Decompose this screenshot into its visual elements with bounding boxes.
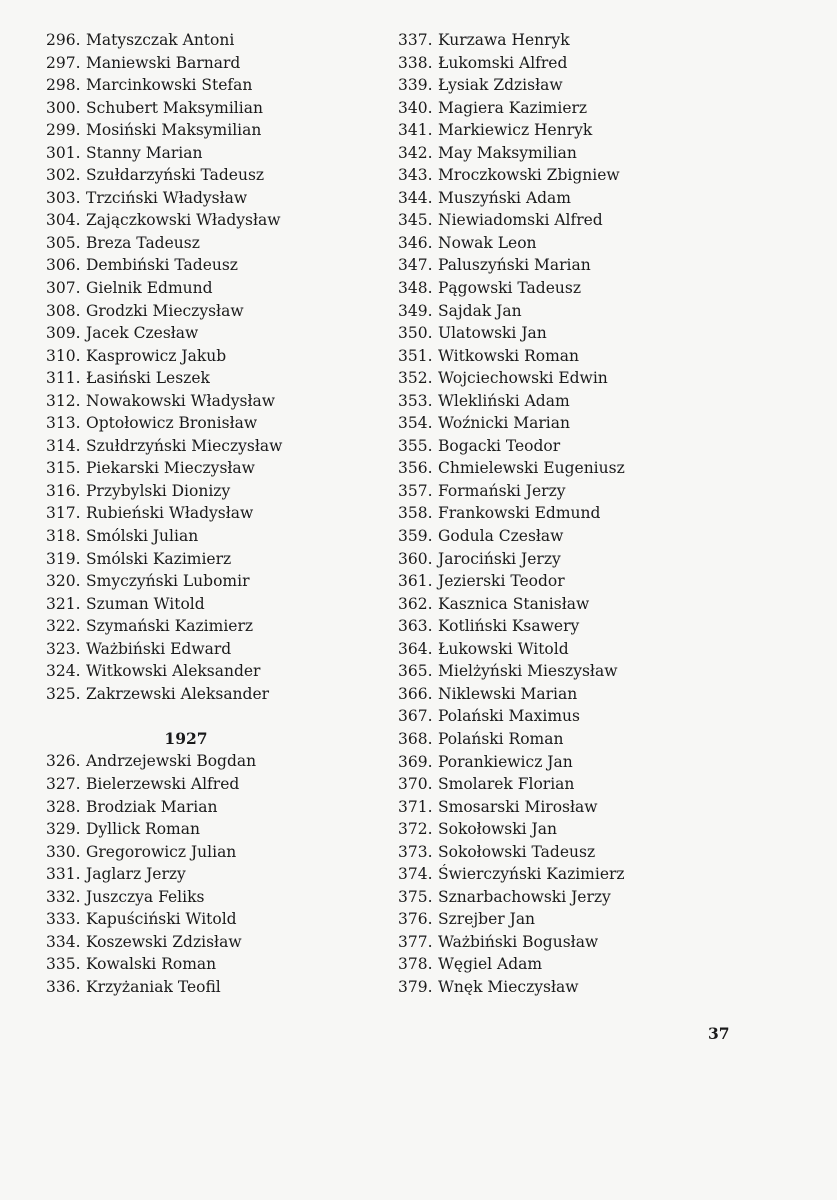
entry-number: 344.	[398, 188, 433, 207]
entry-number: 365.	[398, 662, 433, 681]
list-entry	[46, 164, 366, 187]
entry-name: Paluszyński Marian	[438, 256, 591, 275]
list-entry	[46, 390, 366, 413]
list-entry	[398, 796, 728, 819]
list-entry	[46, 570, 366, 593]
list-entry	[46, 345, 366, 368]
entry-number: 314.	[46, 436, 81, 455]
entry-number: 364.	[398, 639, 433, 658]
entry-number: 378.	[398, 955, 433, 974]
list-entry	[46, 548, 366, 571]
entry-number: 370.	[398, 775, 433, 794]
entry-name: Breza Tadeusz	[86, 233, 200, 252]
list-entry	[398, 277, 728, 300]
entry-number: 379.	[398, 977, 433, 996]
entry-name: Juszczya Feliks	[86, 887, 205, 906]
entry-number: 324.	[46, 662, 81, 681]
list-entry	[46, 638, 366, 661]
list-entry	[398, 931, 728, 954]
entry-number: 363.	[398, 617, 433, 636]
entry-number: 316.	[46, 481, 81, 500]
entry-number: 348.	[398, 279, 433, 298]
list-entry	[46, 480, 366, 503]
list-entry	[398, 435, 728, 458]
entry-name: Jaglarz Jerzy	[86, 865, 186, 884]
entry-number: 343.	[398, 166, 433, 185]
list-entry	[46, 322, 366, 345]
entry-name: Gielnik Edmund	[86, 279, 213, 298]
entry-number: 299.	[46, 121, 81, 140]
list-entry	[398, 390, 728, 413]
entry-name: Grodzki Mieczysław	[86, 301, 244, 320]
entry-list-1927	[46, 750, 366, 998]
entry-name: Krzyżaniak Teofil	[86, 977, 221, 996]
entry-number: 305.	[46, 233, 81, 252]
entry-name: Piekarski Mieczysław	[86, 459, 255, 478]
entry-number: 303.	[46, 188, 81, 207]
list-entry	[46, 908, 366, 931]
entry-number: 320.	[46, 572, 81, 591]
entry-number: 357.	[398, 481, 433, 500]
list-entry	[46, 187, 366, 210]
entry-number: 362.	[398, 594, 433, 613]
list-entry	[46, 796, 366, 819]
list-entry	[398, 29, 728, 52]
entry-number: 297.	[46, 53, 81, 72]
entry-number: 302.	[46, 166, 81, 185]
list-entry	[46, 660, 366, 683]
entry-number: 349.	[398, 301, 433, 320]
entry-name: Węgiel Adam	[438, 955, 543, 974]
entry-name: Sznarbachowski Jerzy	[438, 887, 611, 906]
entry-number: 375.	[398, 887, 433, 906]
list-entry	[46, 502, 366, 525]
entry-number: 356.	[398, 459, 433, 478]
list-entry	[46, 367, 366, 390]
entry-name: Polański Maximus	[438, 707, 580, 726]
entry-name: Rubieński Władysław	[86, 504, 254, 523]
list-entry	[46, 593, 366, 616]
list-entry	[398, 52, 728, 75]
entry-name: Stanny Marian	[86, 143, 203, 162]
list-entry	[398, 322, 728, 345]
entry-name: Szułdarzyński Tadeusz	[86, 166, 265, 185]
entry-number: 358.	[398, 504, 433, 523]
list-entry	[46, 953, 366, 976]
entry-name: Łukowski Witold	[438, 639, 569, 658]
entry-name: Ulatowski Jan	[438, 324, 547, 343]
entry-number: 307.	[46, 279, 81, 298]
entry-list-pre-1927	[46, 29, 366, 705]
list-entry	[46, 209, 366, 232]
entry-name: Sokołowski Tadeusz	[438, 842, 596, 861]
entry-name: Schubert Maksymilian	[86, 98, 263, 117]
list-entry	[46, 300, 366, 323]
entry-number: 368.	[398, 729, 433, 748]
entry-number: 339.	[398, 76, 433, 95]
list-entry	[398, 457, 728, 480]
list-entry	[398, 570, 728, 593]
entry-number: 351.	[398, 346, 433, 365]
list-entry	[398, 480, 728, 503]
entry-name: Chmielewski Eugeniusz	[438, 459, 625, 478]
entry-name: Wojciechowski Edwin	[438, 369, 608, 388]
list-entry	[46, 97, 366, 120]
entry-number: 333.	[46, 910, 81, 929]
list-entry	[46, 277, 366, 300]
list-entry	[398, 863, 728, 886]
entry-name: Polański Roman	[438, 729, 564, 748]
entry-number: 298.	[46, 76, 81, 95]
entry-name: Andrzejewski Bogdan	[86, 752, 257, 771]
entry-number: 301.	[46, 143, 81, 162]
entry-name: Sokołowski Jan	[438, 820, 557, 839]
entry-name: Niewiadomski Alfred	[438, 211, 603, 230]
entry-number: 318.	[46, 527, 81, 546]
entry-number: 308.	[46, 301, 81, 320]
entry-name: Witkowski Aleksander	[86, 662, 261, 681]
entry-name: Kotliński Ksawery	[438, 617, 580, 636]
entry-name: Ważbiński Edward	[86, 639, 232, 658]
list-entry	[46, 435, 366, 458]
entry-name: Optołowicz Bronisław	[86, 414, 258, 433]
list-entry	[398, 209, 728, 232]
list-entry	[46, 886, 366, 909]
entry-name: Jacek Czesław	[86, 324, 199, 343]
entry-name: Jarociński Jerzy	[438, 549, 561, 568]
entry-name: Smólski Kazimierz	[86, 549, 232, 568]
entry-number: 319.	[46, 549, 81, 568]
list-entry	[398, 525, 728, 548]
entry-name: Dyllick Roman	[86, 820, 200, 839]
list-entry	[398, 187, 728, 210]
list-entry	[398, 367, 728, 390]
entry-number: 323.	[46, 639, 81, 658]
list-entry	[46, 412, 366, 435]
list-entry	[398, 593, 728, 616]
entry-name: Mroczkowski Zbigniew	[438, 166, 620, 185]
list-entry	[46, 750, 366, 773]
entry-name: Szuman Witold	[86, 594, 205, 613]
entry-name: Smólski Julian	[86, 527, 199, 546]
entry-number: 340.	[398, 98, 433, 117]
entry-name: Muszyński Adam	[438, 188, 571, 207]
list-entry	[398, 660, 728, 683]
entry-number: 366.	[398, 684, 433, 703]
entry-name: Matyszczak Antoni	[86, 31, 235, 49]
entry-name: Przybylski Dionizy	[86, 481, 231, 500]
list-entry	[398, 232, 728, 255]
list-entry	[46, 615, 366, 638]
list-entry	[398, 119, 728, 142]
entry-number: 332.	[46, 887, 81, 906]
list-entry	[398, 751, 728, 774]
entry-name: Woźnicki Marian	[438, 414, 570, 433]
entry-name: Zakrzewski Aleksander	[86, 684, 270, 703]
entry-number: 374.	[398, 865, 433, 884]
left-column	[46, 29, 366, 998]
entry-name: Wlekliński Adam	[438, 391, 570, 410]
list-entry	[398, 615, 728, 638]
list-entry	[398, 254, 728, 277]
entry-name: Kasprowicz Jakub	[86, 346, 227, 365]
right-column	[398, 29, 728, 999]
entry-name: Maniewski Barnard	[86, 53, 241, 72]
list-entry	[398, 841, 728, 864]
entry-name: Marcinkowski Stefan	[86, 76, 253, 95]
entry-number: 322.	[46, 617, 81, 636]
entry-number: 309.	[46, 324, 81, 343]
entry-name: Markiewicz Henryk	[438, 121, 593, 140]
entry-name: Kapuściński Witold	[86, 910, 237, 929]
list-entry	[398, 142, 728, 165]
list-entry	[398, 412, 728, 435]
entry-number: 313.	[46, 414, 81, 433]
entry-name: Niklewski Marian	[438, 684, 578, 703]
entry-name: Magiera Kazimierz	[438, 98, 588, 117]
list-entry	[46, 931, 366, 954]
entry-name: Pągowski Tadeusz	[438, 279, 581, 298]
entry-number: 369.	[398, 752, 433, 771]
entry-number: 337.	[398, 31, 433, 49]
entry-number: 342.	[398, 143, 433, 162]
list-entry	[398, 773, 728, 796]
entry-name: Bogacki Teodor	[438, 436, 561, 455]
entry-name: Gregorowicz Julian	[86, 842, 237, 861]
list-entry	[46, 29, 366, 52]
entry-name: Szymański Kazimierz	[86, 617, 254, 636]
entry-number: 367.	[398, 707, 433, 726]
entry-number: 345.	[398, 211, 433, 230]
list-entry	[46, 254, 366, 277]
entry-name: Kurzawa Henryk	[438, 31, 570, 49]
entry-number: 346.	[398, 233, 433, 252]
entry-number: 330.	[46, 842, 81, 861]
list-entry	[398, 164, 728, 187]
entry-name: Szułdrzyński Mieczysław	[86, 436, 283, 455]
entry-name: Łukomski Alfred	[438, 53, 568, 72]
entry-name: Porankiewicz Jan	[438, 752, 573, 771]
list-entry	[398, 705, 728, 728]
entry-name: Smolarek Florian	[438, 775, 575, 794]
list-entry	[46, 683, 366, 706]
entry-number: 310.	[46, 346, 81, 365]
entry-name: May Maksymilian	[438, 143, 577, 162]
entry-name: Ważbiński Bogusław	[438, 932, 599, 951]
entry-name: Trzciński Władysław	[86, 188, 248, 207]
entry-name: Bielerzewski Alfred	[86, 775, 240, 793]
entry-name: Witkowski Roman	[438, 346, 579, 365]
list-entry	[398, 300, 728, 323]
list-entry	[46, 232, 366, 255]
entry-number: 312.	[46, 391, 81, 410]
entry-number: 306.	[46, 256, 81, 275]
entry-name: Smyczyński Lubomir	[86, 572, 250, 591]
entry-number: 336.	[46, 977, 81, 996]
list-entry	[46, 52, 366, 75]
entry-name: Brodziak Marian	[86, 797, 218, 816]
list-entry	[46, 863, 366, 886]
list-entry	[46, 976, 366, 999]
entry-name: Świerczyński Kazimierz	[438, 865, 625, 884]
list-entry	[46, 457, 366, 480]
list-entry	[46, 818, 366, 841]
entry-number: 361.	[398, 572, 433, 591]
entry-number: 335.	[46, 955, 81, 974]
list-entry	[46, 773, 366, 796]
list-entry	[46, 74, 366, 97]
entry-name: Wnęk Mieczysław	[438, 977, 579, 996]
list-entry	[398, 818, 728, 841]
entry-name: Nowak Leon	[438, 233, 537, 252]
entry-number: 329.	[46, 820, 81, 839]
entry-number: 325.	[46, 684, 81, 703]
entry-number: 315.	[46, 459, 81, 478]
entry-name: Smosarski Mirosław	[438, 797, 598, 816]
entry-number: 334.	[46, 932, 81, 951]
entry-name: Szrejber Jan	[438, 910, 536, 929]
year-heading: 1927	[164, 728, 208, 748]
entry-number: 341.	[398, 121, 433, 140]
entry-number: 347.	[398, 256, 433, 275]
entry-number: 326.	[46, 752, 81, 771]
entry-number: 296.	[46, 31, 81, 49]
list-entry	[398, 345, 728, 368]
entry-number: 352.	[398, 369, 433, 388]
entry-name: Formański Jerzy	[438, 481, 566, 500]
list-entry	[398, 502, 728, 525]
list-entry	[46, 525, 366, 548]
entry-number: 355.	[398, 436, 433, 455]
entry-name: Kowalski Roman	[86, 955, 217, 974]
list-entry	[46, 841, 366, 864]
list-entry	[398, 683, 728, 706]
entry-number: 354.	[398, 414, 433, 433]
entry-number: 338.	[398, 53, 433, 72]
entry-number: 331.	[46, 865, 81, 884]
entry-name: Koszewski Zdzisław	[86, 932, 242, 951]
list-entry	[46, 119, 366, 142]
entry-name: Mosiński Maksymilian	[86, 121, 262, 140]
entry-number: 321.	[46, 594, 81, 613]
page-number: 37	[708, 1024, 730, 1043]
entry-number: 350.	[398, 324, 433, 343]
entry-number: 371.	[398, 797, 433, 816]
entry-name: Frankowski Edmund	[438, 504, 601, 523]
list-entry	[46, 142, 366, 165]
entry-name: Kasznica Stanisław	[438, 594, 590, 613]
entry-number: 311.	[46, 369, 81, 388]
entry-number: 304.	[46, 211, 81, 230]
entry-list-right	[398, 29, 728, 999]
list-entry	[398, 976, 728, 999]
entry-name: Dembiński Tadeusz	[86, 256, 238, 275]
entry-number: 300.	[46, 98, 81, 117]
list-entry	[398, 953, 728, 976]
entry-number: 372.	[398, 820, 433, 839]
entry-number: 327.	[46, 775, 81, 793]
entry-number: 360.	[398, 549, 433, 568]
list-entry	[398, 728, 728, 751]
list-entry	[398, 97, 728, 120]
entry-name: Łasiński Leszek	[86, 369, 210, 388]
entry-name: Zajączkowski Władysław	[86, 211, 281, 230]
list-entry	[398, 638, 728, 661]
list-entry	[398, 74, 728, 97]
list-entry	[398, 548, 728, 571]
entry-number: 328.	[46, 797, 81, 816]
list-entry	[398, 886, 728, 909]
entry-name: Godula Czesław	[438, 527, 564, 546]
entry-name: Jezierski Teodor	[438, 572, 565, 591]
entry-name: Sajdak Jan	[438, 301, 522, 320]
entry-number: 373.	[398, 842, 433, 861]
entry-number: 376.	[398, 910, 433, 929]
entry-number: 317.	[46, 504, 81, 523]
entry-number: 359.	[398, 527, 433, 546]
entry-name: Łysiak Zdzisław	[438, 76, 563, 95]
entry-name: Nowakowski Władysław	[86, 391, 275, 410]
entry-number: 353.	[398, 391, 433, 410]
list-entry	[398, 908, 728, 931]
entry-number: 377.	[398, 932, 433, 951]
entry-name: Mielżyński Mieszysław	[438, 662, 618, 681]
